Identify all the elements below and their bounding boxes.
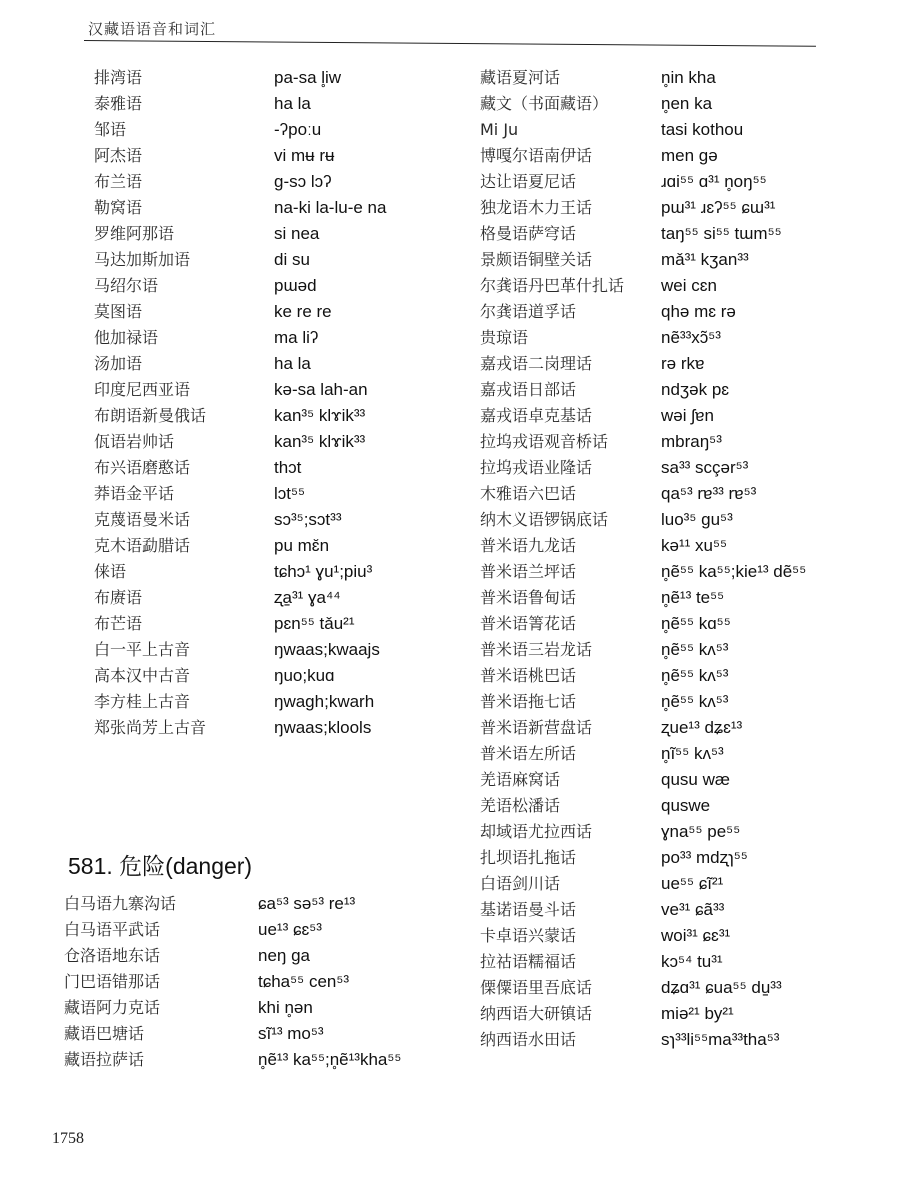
language-name: Mi Ju [480,120,519,139]
word-form: pa-sa l̥iw [274,68,342,87]
section-title: 危险(danger) [119,853,253,879]
word-form: ma liʔ [274,328,319,347]
entry-row [480,221,880,247]
language-name: 布兰语 [94,172,143,191]
word-form: g-sɔ lɔʔ [274,172,332,191]
header-rule [84,40,816,47]
word-form: rə rkɐ [661,354,705,373]
entry-row [94,351,424,377]
entry-row [480,663,880,689]
word-form: ve³¹ ɕã³³ [661,900,725,919]
language-name: 普米语三岩龙话 [480,640,593,659]
word-form: wei cɛn [661,276,717,295]
word-form: ŋwaas;klools [274,718,372,737]
word-form: n̥ẽ⁵⁵ kɑ⁵⁵ [661,614,731,633]
word-form: po³³ mdʐɿ⁵⁵ [661,848,748,867]
word-form: sɿ³³li⁵⁵ma³³tha⁵³ [661,1030,780,1049]
entry-row [480,923,880,949]
entry-row [94,559,424,585]
language-name: 扎坝语扎拖话 [480,848,577,867]
language-name: 傈僳语里吾底话 [480,978,593,997]
entry-row [94,169,424,195]
entry-row [480,429,880,455]
language-name: 卡卓语兴蒙话 [480,926,577,945]
entry-row [480,845,880,871]
word-form: -ʔpoːu [274,120,322,139]
entry-row [64,891,464,917]
word-form: n̥ẽ¹³ ka⁵⁵;n̥ẽ¹³kha⁵⁵ [258,1050,402,1069]
entry-row [480,741,880,767]
entry-row [94,221,424,247]
entry-row [94,455,424,481]
word-form: n̥en ka [661,94,713,113]
language-name: 贵琼语 [480,328,529,347]
language-name: 马达加斯加语 [94,250,191,269]
entry-row [480,325,880,351]
word-form: khi n̥ən [258,998,313,1017]
entry-row [94,481,424,507]
language-name: 藏文（书面藏语） [480,94,609,113]
language-name: 俫语 [94,562,127,581]
language-name: 门巴语错那话 [64,972,161,991]
word-form: sɔ³⁵;sɔt³³ [274,510,342,529]
language-name: 拉坞戎语观音桥话 [480,432,609,451]
language-name: 克蔑语曼米话 [94,510,191,529]
language-name: 嘉戎语日部话 [480,380,577,399]
language-name: 纳西语水田话 [480,1030,577,1049]
entry-row [64,995,464,1021]
word-form: pɯəd [274,276,317,295]
language-name: 藏语夏河话 [480,68,561,87]
word-form: ʐa̠³¹ ɣa⁴⁴ [274,588,341,607]
word-form: dʑɑ³¹ ɕua⁵⁵ du̠³³ [661,978,782,997]
entry-row [64,1047,464,1073]
word-form: ue¹³ ɕɛ⁵³ [258,920,322,939]
entry-row [480,377,880,403]
entry-row [480,767,880,793]
entry-row [480,481,880,507]
language-name: 白语剑川话 [480,874,561,893]
word-form: n̥in kha [661,68,716,87]
language-name: 印度尼西亚语 [94,380,191,399]
entry-row [480,949,880,975]
entry-row [480,299,880,325]
language-name: 白马语平武话 [64,920,161,939]
word-form: sĩ¹³ mo⁵³ [258,1024,324,1043]
word-form: luo³⁵ gu⁵³ [661,510,733,529]
language-name: 排湾语 [94,68,143,87]
word-form: woi³¹ ɕɛ³¹ [661,926,731,945]
entry-row [480,273,880,299]
language-name: 达让语夏尼话 [480,172,577,191]
word-form: ndʒək pɛ [661,380,730,399]
word-form: qusu wæ [661,770,730,789]
entry-row [94,403,424,429]
word-form: nẽ³³xɔ̃⁵³ [661,328,721,347]
word-form: wəi ʃɐn [661,406,714,425]
language-name: 普米语桃巴话 [480,666,577,685]
language-name: 普米语拖七话 [480,692,577,711]
entry-row [480,351,880,377]
word-form: ke re re [274,302,332,321]
entry-row [480,637,880,663]
word-form: thɔt [274,458,302,477]
word-form: tasi kothou [661,120,744,139]
entry-row [480,247,880,273]
language-name: 格曼语萨穹话 [480,224,577,243]
language-name: 纳木义语锣锅底话 [480,510,609,529]
entry-row [94,273,424,299]
entry-row [94,377,424,403]
language-name: 普米语鲁甸话 [480,588,577,607]
word-form: ue⁵⁵ ɕĩ²¹ [661,874,724,893]
entry-row [480,585,880,611]
word-form: ʐue¹³ dʑɛ¹³ [661,718,743,737]
entry-row [94,429,424,455]
word-form: na-ki la-lu-e na [274,198,387,217]
word-form: ŋwagh;kwarh [274,692,375,711]
language-name: 藏语巴塘话 [64,1024,145,1043]
language-name: 尔龚语丹巴革什扎话 [480,276,625,295]
page-number: 1758 [52,1130,84,1147]
language-name: 白一平上古音 [94,640,191,659]
language-name: 普米语左所话 [480,744,577,763]
entry-row [94,689,424,715]
word-form: pɯ³¹ ɹɛʔ⁵⁵ ɕɯ³¹ [661,198,776,217]
language-name: 普米语箐花话 [480,614,577,633]
language-name: 布赓语 [94,588,143,607]
entry-row [94,117,424,143]
language-name: 拉坞戎语业隆话 [480,458,593,477]
word-form: qa⁵³ rɐ³³ rɐ⁵³ [661,484,757,503]
word-form: n̥ẽ⁵⁵ kʌ⁵³ [661,692,729,711]
word-form: si nea [274,224,320,243]
entry-row [94,507,424,533]
language-name: 布兴语磨憨话 [94,458,191,477]
word-form: quswe [661,796,711,815]
language-name: 布朗语新曼俄话 [94,406,207,425]
entry-row [94,663,424,689]
language-name: 普米语兰坪话 [480,562,577,581]
language-name: 嘉戎语二岗理话 [480,354,593,373]
entry-row [64,943,464,969]
word-form: pu mɛ̆n [274,536,330,555]
word-form: di su [274,250,310,269]
entry-row [94,325,424,351]
language-name: 普米语九龙话 [480,536,577,555]
language-name: 藏语拉萨话 [64,1050,145,1069]
language-name: 阿杰语 [94,146,143,165]
word-form: kə¹¹ xu⁵⁵ [661,536,728,555]
word-form: pɛn⁵⁵ tǎu²¹ [274,614,355,633]
entry-row [480,1001,880,1027]
word-form: taŋ⁵⁵ si⁵⁵ tɯm⁵⁵ [661,224,782,243]
word-form: kɔ⁵⁴ tu³¹ [661,952,723,971]
language-name: 景颇语铜壁关话 [480,250,593,269]
word-form: n̥ĩ⁵⁵ kʌ⁵³ [661,744,724,763]
entry-row [94,715,424,741]
language-name: 却域语尤拉西话 [480,822,593,841]
language-name: 罗维阿那语 [94,224,175,243]
word-form: n̥ẽ⁵⁵ ka⁵⁵;kie¹³ dẽ⁵⁵ [661,562,807,581]
language-name: 莽语金平话 [94,484,175,503]
word-form: kan³⁵ klɤik³³ [274,406,366,425]
word-form: kan³⁵ klɤik³³ [274,432,366,451]
language-name: 邹语 [94,120,127,139]
word-form: sa³³ scçər⁵³ [661,458,749,477]
entry-row [94,585,424,611]
entry-row [480,715,880,741]
language-name: 佤语岩帅话 [94,432,175,451]
word-form: tɕha⁵⁵ cen⁵³ [258,972,350,991]
entry-row [94,247,424,273]
section-heading [68,848,252,881]
word-form: ha la [274,354,311,373]
entry-row [94,533,424,559]
language-name: 羌语麻窝话 [480,770,561,789]
entry-row [64,917,464,943]
section-number: 581. [68,853,113,879]
word-form: n̥ẽ⁵⁵ kʌ⁵³ [661,640,729,659]
entry-row [480,91,880,117]
language-name: 汤加语 [94,354,143,373]
word-form: lɔt⁵⁵ [274,484,306,503]
language-name: 基诺语曼斗话 [480,900,577,919]
entry-row [94,91,424,117]
language-name: 羌语松潘话 [480,796,561,815]
left-bottom-column [64,891,464,1073]
word-form: kə-sa lah-an [274,380,368,399]
entry-row [480,1027,880,1053]
entry-row [480,143,880,169]
entry-row [480,611,880,637]
language-name: 李方桂上古音 [94,692,191,711]
word-form: mbraŋ⁵³ [661,432,722,451]
language-name: 白马语九寨沟话 [64,894,177,913]
entry-row [94,195,424,221]
language-name: 纳西语大研镇话 [480,1004,593,1023]
entry-row [480,117,880,143]
entry-row [480,975,880,1001]
entry-row [480,689,880,715]
language-name: 马绍尔语 [94,276,159,295]
entry-row [480,65,880,91]
right-column [480,65,880,1053]
word-form: tɕhɔ¹ ɣu¹;piu³ [274,562,373,581]
language-name: 普米语新营盘话 [480,718,593,737]
entry-row [480,169,880,195]
word-form: qhə mɛ rə [661,302,736,321]
entry-row [480,507,880,533]
entry-row [94,143,424,169]
entry-row [94,611,424,637]
language-name: 藏语阿力克话 [64,998,161,1017]
entry-row [480,403,880,429]
word-form: mǎ³¹ kʒan³³ [661,250,749,269]
word-form: ha la [274,94,311,113]
entry-row [480,195,880,221]
language-name: 仓洛语地东话 [64,946,161,965]
language-name: 拉祜语糯福话 [480,952,577,971]
entry-row [64,1021,464,1047]
word-form: n̥ẽ⁵⁵ kʌ⁵³ [661,666,729,685]
word-form: ɣna⁵⁵ pe⁵⁵ [661,822,741,841]
word-form: ɹɑi⁵⁵ ɑ³¹ n̥oŋ⁵⁵ [661,172,767,191]
language-name: 嘉戎语卓克基话 [480,406,593,425]
word-form: ŋwaas;kwaajs [274,640,380,659]
language-name: 博嘎尔语南伊话 [480,146,593,165]
language-name: 尔龚语道孚话 [480,302,577,321]
entry-row [94,299,424,325]
entry-row [480,559,880,585]
word-form: men gə [661,146,718,165]
word-form: neŋ ga [258,946,310,965]
word-form: ɕa⁵³ sə⁵³ re¹³ [258,894,356,913]
language-name: 克木语勐腊话 [94,536,191,555]
entry-row [480,455,880,481]
entry-row [480,793,880,819]
language-name: 莫图语 [94,302,143,321]
entry-row [94,65,424,91]
language-name: 独龙语木力王话 [480,198,593,217]
header-title: 汉藏语语音和词汇 [88,20,217,38]
language-name: 他加禄语 [94,328,159,347]
language-name: 布芒语 [94,614,143,633]
language-name: 勒窝语 [94,198,143,217]
language-name: 泰雅语 [94,94,143,113]
word-form: n̥ẽ¹³ te⁵⁵ [661,588,725,607]
word-form: ŋuo;kuɑ [274,666,335,685]
left-top-column [94,65,424,741]
word-form: vi mʉ rʉ [274,146,335,165]
entry-row [480,533,880,559]
entry-row [480,897,880,923]
language-name: 高本汉中古音 [94,666,191,685]
entry-row [480,871,880,897]
entry-row [480,819,880,845]
entry-row [94,637,424,663]
language-name: 木雅语六巴话 [480,484,577,503]
entry-row [64,969,464,995]
word-form: miə²¹ by²¹ [661,1004,734,1023]
language-name: 郑张尚芳上古音 [94,718,207,737]
